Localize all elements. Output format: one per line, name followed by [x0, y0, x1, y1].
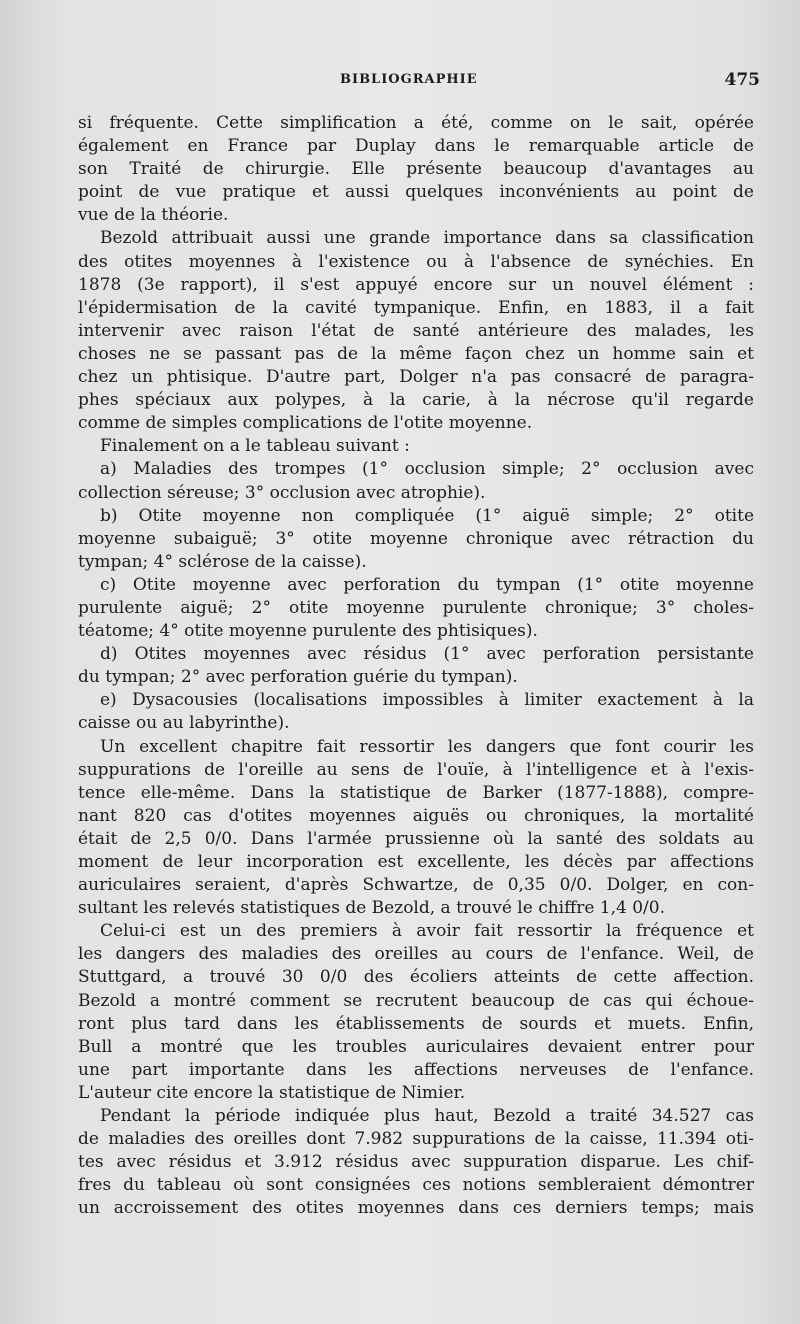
text-line: tympan; 4° sclérose de la caisse).	[78, 551, 367, 572]
text-line: tence elle-même. Dans la statistique de Barker (1877-1888), compre-	[78, 782, 754, 803]
text-line: b) Otite moyenne non compliquée (1° aiguë simple; 2° otite	[100, 505, 754, 526]
text-line: tes avec résidus et 3.912 résidus avec suppuration disparue. Les chif-	[78, 1152, 754, 1173]
text-line: Pendant la période indiquée plus haut, Bezold a traité 34.527 cas	[100, 1106, 754, 1127]
text-line: comme de simples complications de l'otite moyenne.	[78, 413, 533, 434]
text-line: était de 2,5 0/0. Dans l'armée prussienne où la santé des soldats au	[78, 828, 754, 849]
text-line: point de vue pratique et aussi quelques inconvénients au point de	[78, 182, 754, 203]
text-line: chez un phtisique. D'autre part, Dolger n'a pas consacré de paragra-	[78, 367, 754, 388]
text-line: c) Otite moyenne avec perforation du tympan (1° otite moyenne	[100, 574, 754, 595]
text-line: moyenne subaiguë; 3° otite moyenne chronique avec rétraction du	[78, 528, 754, 549]
text-line: Un excellent chapitre fait ressortir les dangers que font courir les	[100, 736, 754, 757]
page-number: 475	[724, 70, 760, 90]
text-line: son Traité de chirurgie. Elle présente beaucoup d'avantages au	[78, 159, 754, 180]
text-line: fres du tableau où sont consignées ces notions sembleraient démontrer	[78, 1175, 754, 1196]
text-line: une part importante dans les affections nerveuses de l'enfance.	[78, 1059, 754, 1080]
text-line: a) Maladies des trompes (1° occlusion simple; 2° occlusion avec	[100, 459, 754, 480]
text-line: 1878 (3e rapport), il s'est appuyé encore sur un nouvel élément :	[78, 274, 754, 295]
text-line: purulente aiguë; 2° otite moyenne purulente chronique; 3° choles-	[78, 597, 754, 618]
text-line: si fréquente. Cette simplification a été, comme on le sait, opérée	[78, 113, 754, 133]
text-line: collection séreuse; 3° occlusion avec atrophie).	[78, 482, 486, 503]
text-line: vue de la théorie.	[78, 205, 229, 226]
text-line: également en France par Duplay dans le remarquable article de	[78, 136, 754, 157]
text-line: phes spéciaux aux polypes, à la carie, à la nécrose qu'il regarde	[78, 390, 754, 411]
text-line: suppurations de l'oreille au sens de l'ouïe, à l'intelligence et à l'exis-	[78, 759, 754, 780]
text-line: caisse ou au labyrinthe).	[78, 713, 290, 734]
text-line: Bezold a montré comment se recrutent beaucoup de cas qui échoue-	[78, 990, 754, 1011]
text-line: L'auteur cite encore la statistique de Nimier.	[78, 1082, 466, 1103]
text-line: Stuttgard, a trouvé 30 0/0 des écoliers atteints de cette affection.	[78, 967, 754, 988]
text-line: auriculaires seraient, d'après Schwartze, de 0,35 0/0. Dolger, en con-	[78, 875, 754, 896]
text-line: intervenir avec raison l'état de santé antérieure des malades, les	[78, 320, 754, 341]
page-header	[340, 72, 760, 92]
text-line: e) Dysacousies (localisations impossibles à limiter exactement à la	[100, 690, 754, 711]
text-line: nant 820 cas d'otites moyennes aiguës ou chroniques, la mortalité	[78, 805, 754, 826]
text-line: l'épidermisation de la cavité tympanique. Enfin, en 1883, il a fait	[78, 297, 754, 318]
text-line: d) Otites moyennes avec résidus (1° avec perforation persistante	[100, 644, 754, 665]
text-line: les dangers des maladies des oreilles au cours de l'enfance. Weil, de	[78, 944, 754, 965]
text-line: choses ne se passant pas de la même façon chez un homme sain et	[78, 343, 754, 364]
text-line: ront plus tard dans les établissements de sourds et muets. Enfin,	[78, 1013, 754, 1034]
text-line: des otites moyennes à l'existence ou à l'absence de synéchies. En	[78, 251, 754, 272]
text-line: téatome; 4° otite moyenne purulente des phtisiques).	[78, 621, 538, 642]
text-line: de maladies des oreilles dont 7.982 suppurations de la caisse, 11.394 oti-	[78, 1129, 754, 1150]
text-line: du tympan; 2° avec perforation guérie du tympan).	[78, 667, 518, 688]
text-line: Bezold attribuait aussi une grande importance dans sa classification	[100, 228, 754, 249]
running-title: BIBLIOGRAPHIE	[340, 72, 478, 87]
text-line: sultant les relevés statistiques de Bezold, a trouvé le chiffre 1,4 0/0.	[78, 898, 665, 919]
text-line: Finalement on a le tableau suivant :	[100, 436, 410, 457]
body-text	[78, 112, 754, 1221]
text-line: Bull a montré que les troubles auriculaires devaient entrer pour	[78, 1036, 754, 1057]
text-line: moment de leur incorporation est excellente, les décès par affections	[78, 852, 754, 872]
text-line: un accroissement des otites moyennes dans ces derniers temps; mais	[78, 1198, 754, 1219]
text-line: Celui-ci est un des premiers à avoir fait ressortir la fréquence et	[100, 921, 754, 942]
